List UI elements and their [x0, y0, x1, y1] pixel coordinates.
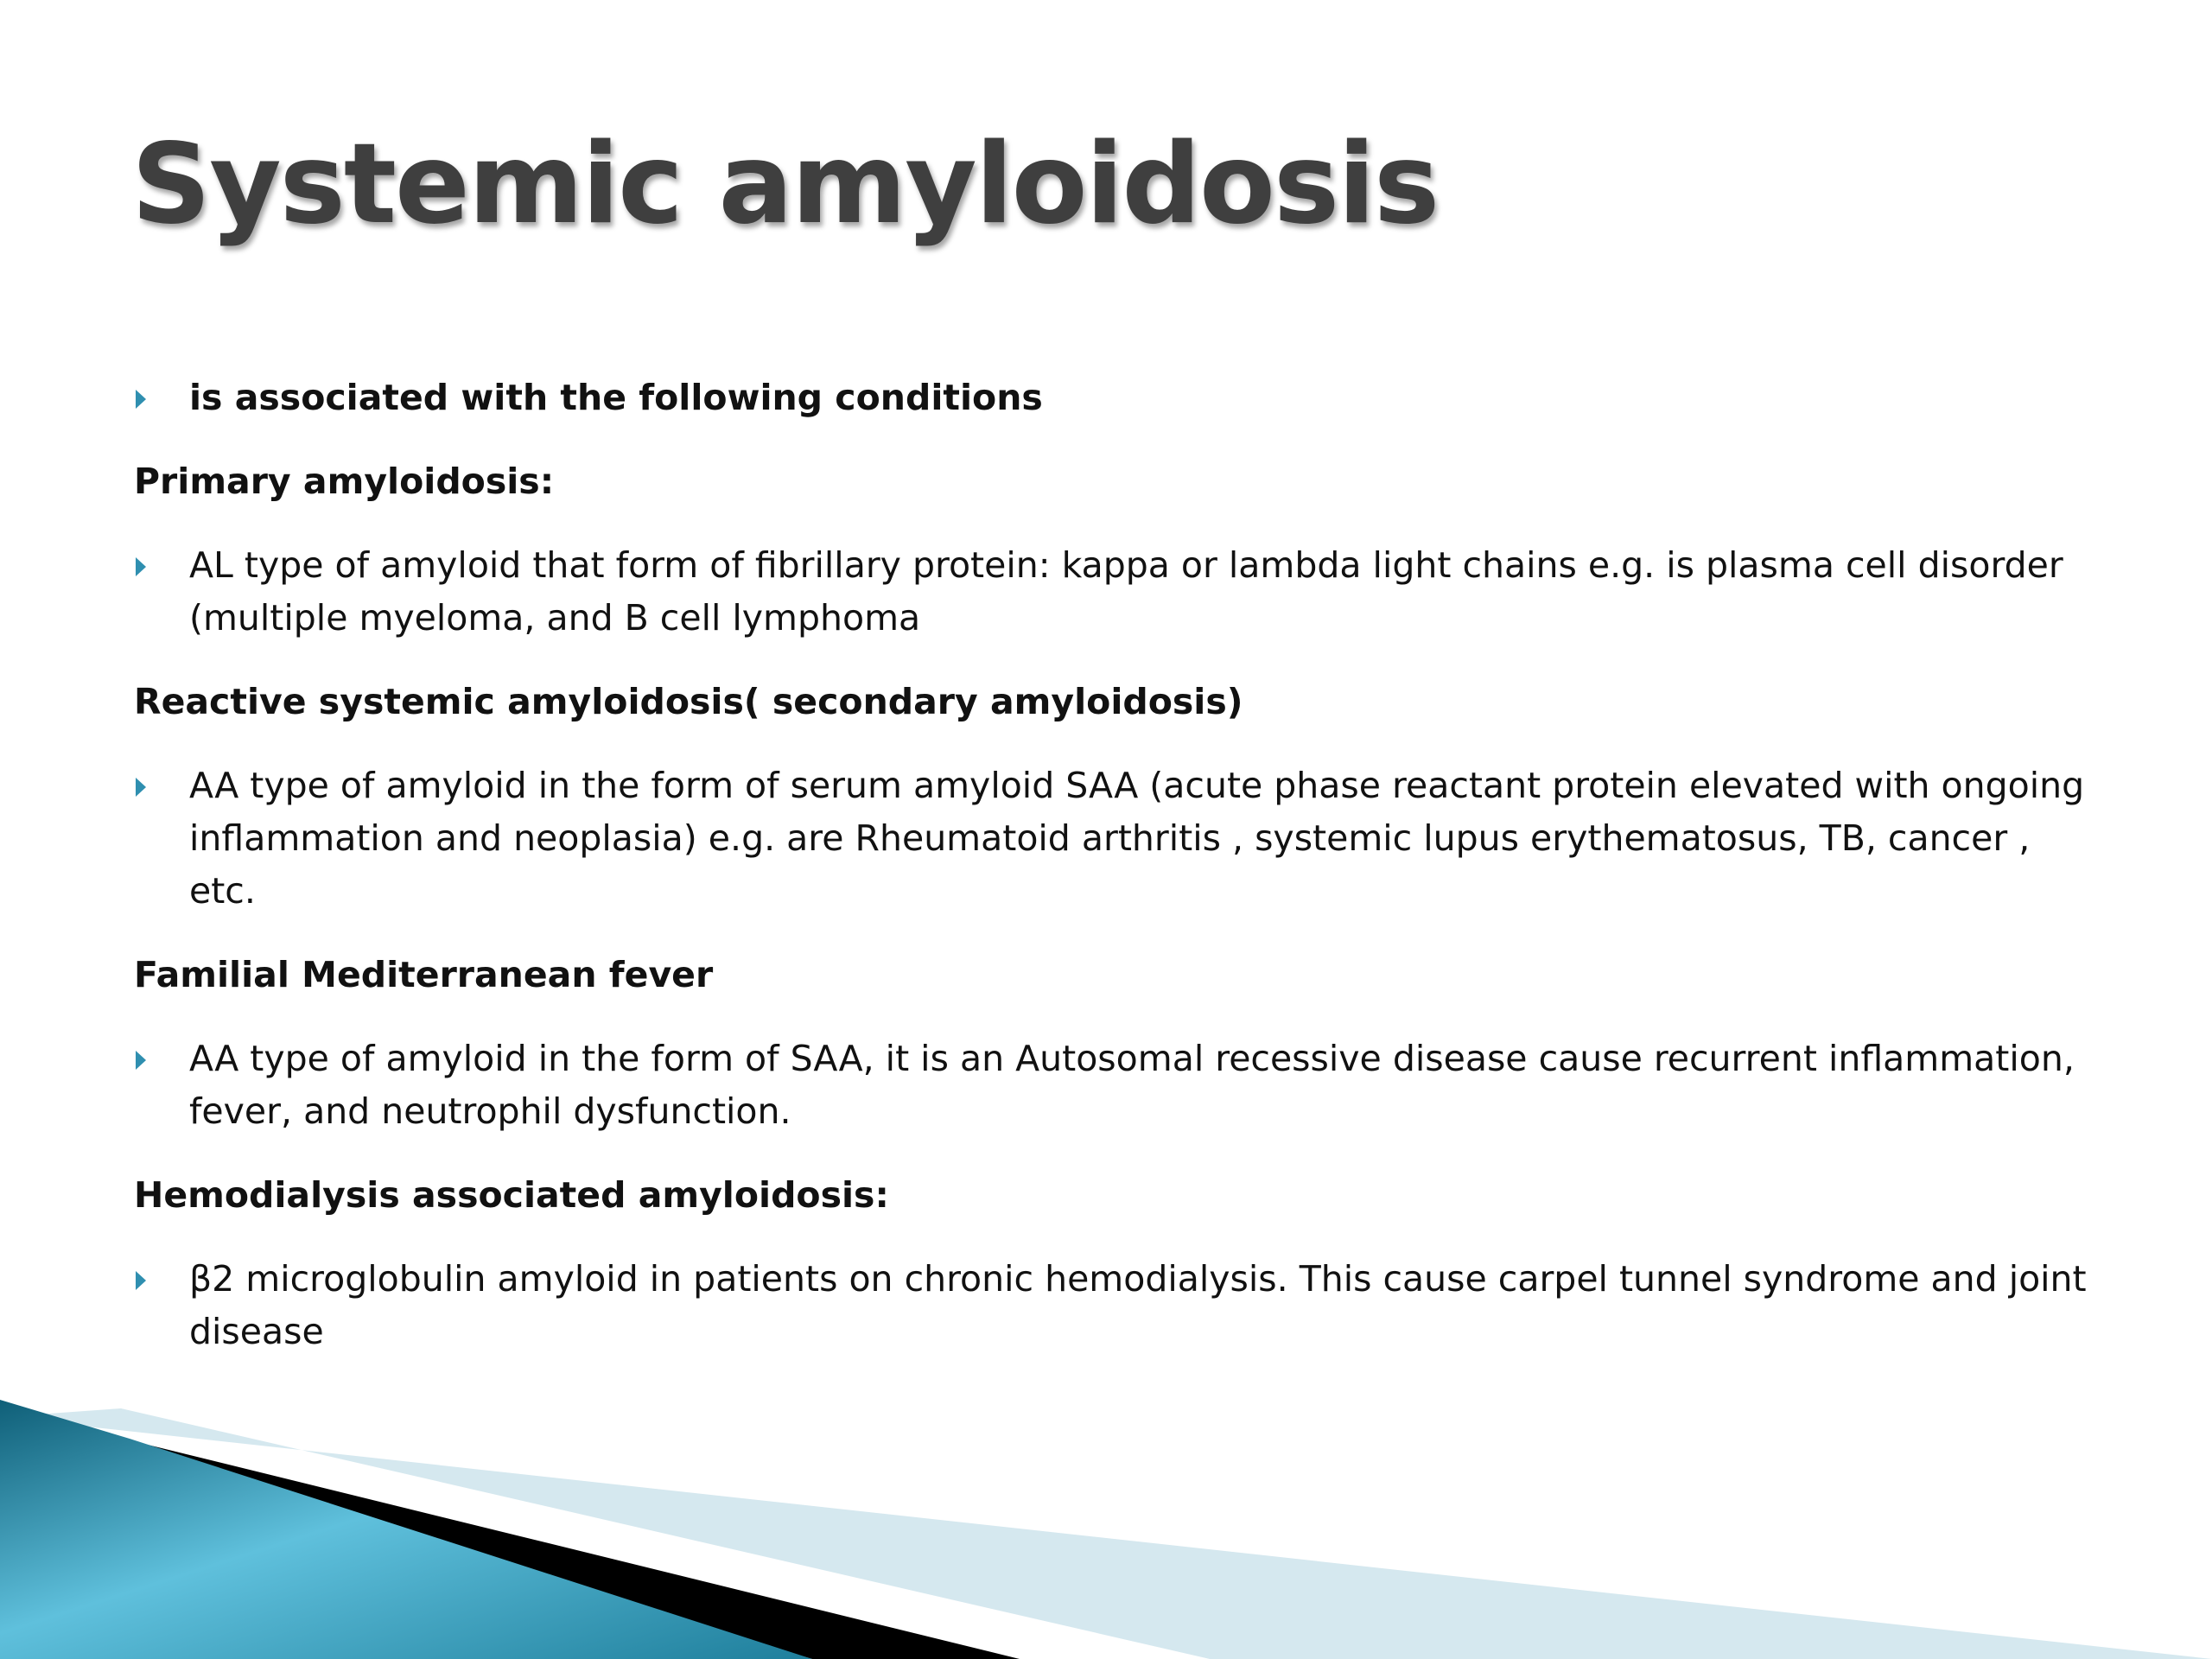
section-bullet-primary — [134, 539, 2087, 645]
triangle-right-icon — [136, 390, 146, 409]
section-heading-primary: Primary amyloidosis: — [134, 461, 555, 502]
section-bullet-text: AA type of amyloid in the form of SAA, it is an Autosomal recessive disease cause recurrent inflammation, fever, and neutrophil dysfunction. — [189, 1038, 2075, 1132]
section-bullet-reactive — [134, 760, 2087, 918]
triangle-right-icon — [136, 778, 146, 797]
section-bullet-text: AL type of amyloid that form of fibrillary protein: kappa or lambda light chains e.g. is plasma cell disorder (multiple myeloma, and B cell lymphoma — [189, 544, 2063, 639]
triangle-right-icon — [136, 557, 146, 576]
section-heading-reactive: Reactive systemic amyloidosis( secondary amyloidosis) — [134, 681, 1243, 722]
intro-bullet — [134, 372, 2087, 424]
section-bullet-hemodialysis — [134, 1253, 2087, 1358]
decorative-swoosh — [0, 1348, 2212, 1659]
section-bullet-familial — [134, 1033, 2087, 1138]
section-heading-familial: Familial Mediterranean fever — [134, 954, 714, 995]
intro-bullet-text: is associated with the following conditions — [189, 377, 1043, 418]
slide-title: Systemic amyloidosis — [131, 120, 1439, 249]
triangle-right-icon — [136, 1051, 146, 1070]
slide-content — [134, 372, 2087, 1389]
section-heading-hemodialysis: Hemodialysis associated amyloidosis: — [134, 1174, 889, 1216]
triangle-right-icon — [136, 1271, 146, 1290]
section-bullet-text: β2 microglobulin amyloid in patients on chronic hemodialysis. This cause carpel tunnel syndrome and joint disease — [189, 1258, 2087, 1352]
section-bullet-text: AA type of amyloid in the form of serum amyloid SAA (acute phase reactant protein elevated with ongoing inflammation and neoplasia) e.g. are Rheumatoid arthritis , systemic lupus erythematosus, TB, cancer , etc. — [189, 765, 2085, 912]
